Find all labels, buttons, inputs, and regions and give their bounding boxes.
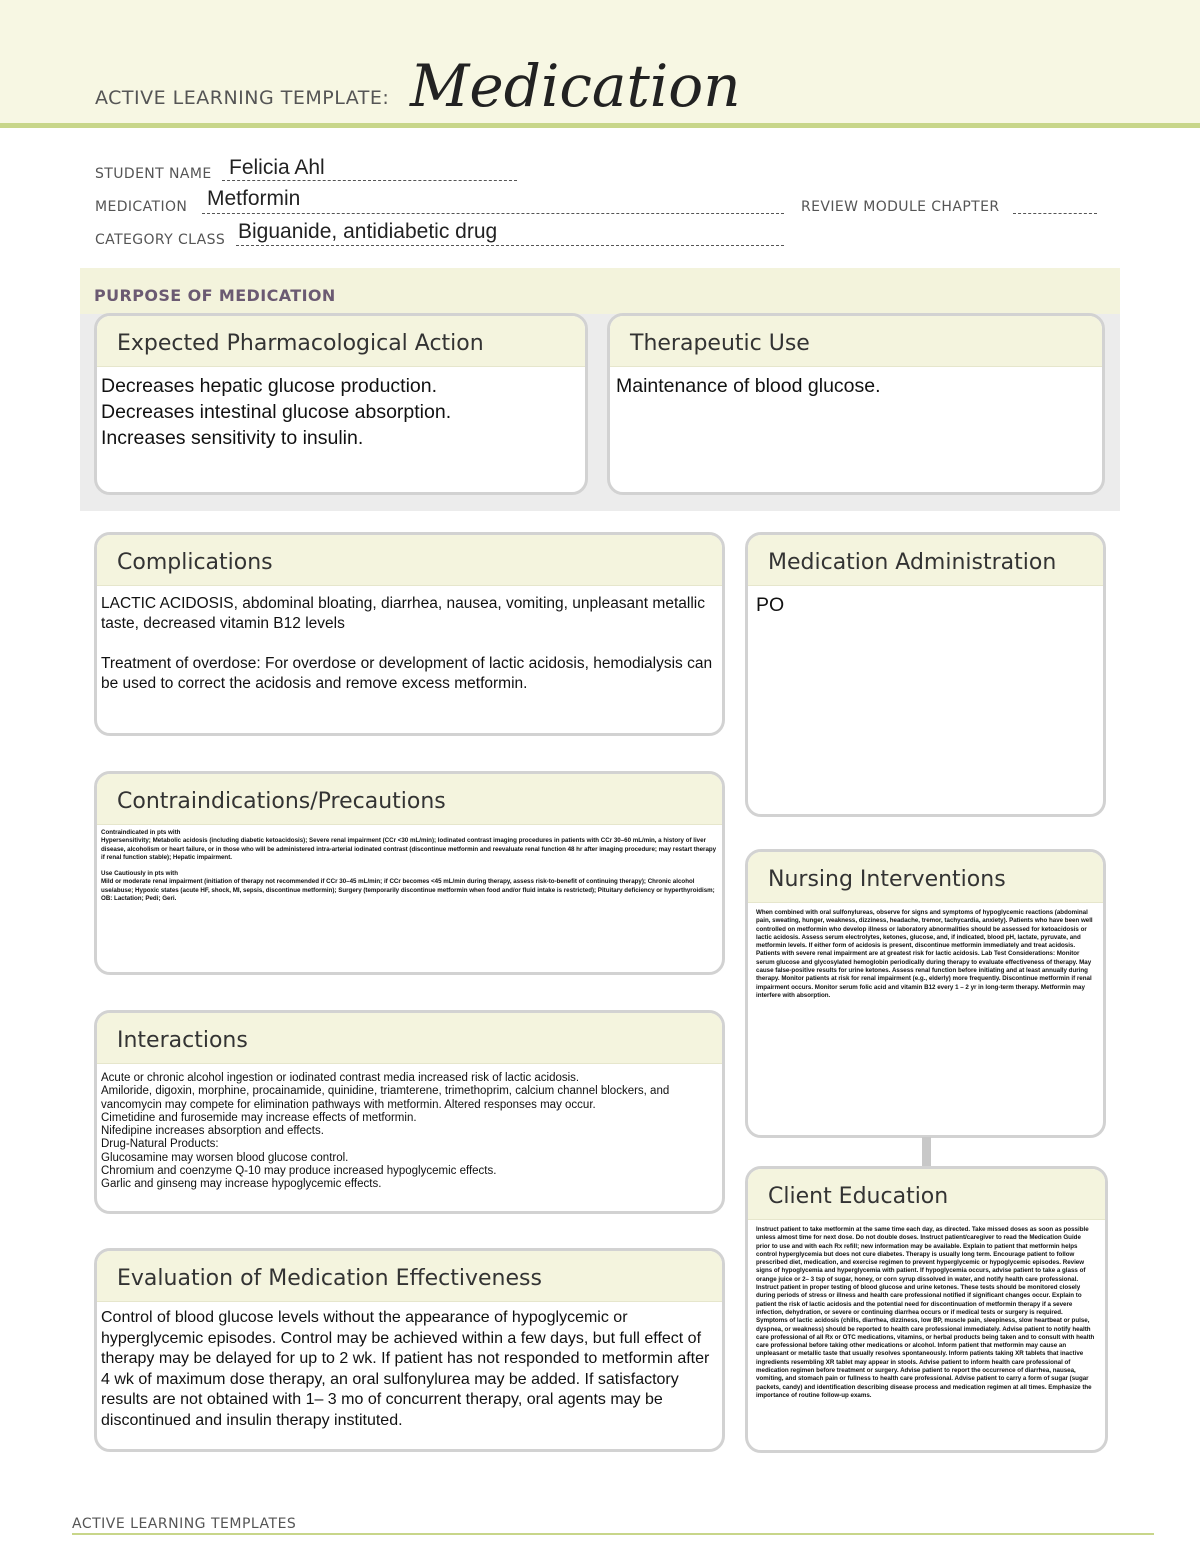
expected-action-box [94,313,588,495]
administration-content[interactable]: PO [756,594,785,616]
purpose-header [80,268,1120,314]
evaluation-box [94,1248,725,1452]
category-class-line [236,245,784,246]
interaction-line: Cimetidine and furosemide may increase effects of metformin. [101,1111,417,1124]
interaction-line: Amiloride, digoxin, morphine, procainamide, quinidine, triamterene, trimethoprim, calcium channel blockers, and vancomycin may compete for elimination pathways with metformin. Altered responses may occur. [101,1085,670,1111]
contraindicated-text: Hypersensitivity; Metabolic acidosis (including diabetic ketoacidosis); Severe renal impairment (CCr <30 mL/min); Iodinated contrast imaging procedures in patients with CCr 30–60 mL/min, a history of liver disease, alcoholism or heart failure, or in those who will be administered intra-arterial iodinated contrast (discontinue metformin and reevaluate renal function 48 hr after imaging procedure; may restart therapy if renal function stable); Hepatic impairment. [101,837,717,861]
interaction-line: Garlic and ginseng may increase hypoglycemic effects. [101,1178,382,1191]
administration-title: Medication Administration [768,550,1057,575]
contraindications-title: Contraindications/Precautions [117,789,446,814]
review-module-label: REVIEW MODULE CHAPTER [801,199,1000,215]
therapeutic-use-box [607,313,1105,495]
expected-action-header [97,316,585,367]
interactions-content[interactable] [97,1064,722,1192]
therapeutic-use-title: Therapeutic Use [630,331,810,356]
administration-box [745,532,1106,817]
therapeutic-use-content[interactable]: Maintenance of blood glucose. [616,375,881,397]
category-class-field[interactable]: Biguanide, antidiabetic drug [238,220,498,243]
expected-action-line: Increases sensitivity to insulin. [101,427,364,449]
footer-divider [72,1533,1154,1535]
evaluation-title: Evaluation of Medication Effectiveness [117,1266,542,1291]
contraindications-box [94,771,725,975]
template-label: ACTIVE LEARNING TEMPLATE: [95,87,390,109]
client-education-box [745,1166,1108,1453]
interactions-header [97,1013,722,1064]
medication-label: MEDICATION [95,199,188,215]
student-name-line [222,180,517,181]
therapeutic-use-header [610,316,1102,367]
caution-heading: Use Cautiously in pts with [101,870,179,878]
complications-text: LACTIC ACIDOSIS, abdominal bloating, diarrhea, nausea, vomiting, unpleasant metallic taste, decreased vitamin B12 levels [101,595,705,632]
footer-label: ACTIVE LEARNING TEMPLATES [72,1516,297,1532]
expected-action-line: Decreases hepatic glucose production. [101,375,438,397]
expected-action-content[interactable] [97,367,585,451]
purpose-label: PURPOSE OF MEDICATION [94,286,336,305]
expected-action-line: Decreases intestinal glucose absorption. [101,401,452,423]
interaction-line: Nifedipine increases absorption and effects. [101,1125,324,1138]
interactions-box [94,1010,725,1214]
student-name-field[interactable]: Felicia Ahl [229,156,325,179]
expected-action-title: Expected Pharmacological Action [117,331,484,356]
interaction-line: Acute or chronic alcohol ingestion or iodinated contrast media increased risk of lactic acidosis. [101,1072,580,1084]
interaction-line: Drug-Natural Products: [101,1138,219,1151]
category-class-label: CATEGORY CLASS [95,232,226,248]
administration-header [748,535,1103,586]
contraindications-content[interactable] [97,825,722,903]
medication-line [202,213,784,214]
page-title: Medication [410,52,741,120]
review-module-field[interactable] [1013,213,1097,214]
nursing-interventions-header [748,852,1103,903]
nursing-interventions-content[interactable]: When combined with oral sulfonylureas, observe for signs and symptoms of hypoglycemic reactions (abdominal pain, sweating, hunger, weakness, dizziness, headache, tremor, tachycardia, anxiety). Patients who have been well controlled on metformin who develop illness or laboratory abnormalities should be assessed for ketoacidosis or lactic acidosis. Assess serum electrolytes, ketones, glucose, and, if indicated, blood pH, lactate, pyruvate, and metformin levels. If either form of acidosis is present, discontinue metformin immediately and treat acidosis. Patients with severe renal impairment are at greatest risk for lactic acidosis. Lab Test Considerations: Monitor serum glucose and glycosylated hemoglobin periodically during therapy to evaluate effectiveness of therapy. May cause false-positive results for urine ketones. Assess renal function before initiating and at least annually during therapy. Monitor patients at risk for renal impairment (e.g., elderly) more frequently. Discontinue metformin if renal impairment occurs. Monitor serum folic acid and vitamin B12 every 1 – 2 yr in long-term therapy. Metformin may interfere with absorption. [756,909,1093,999]
evaluation-header [97,1251,722,1302]
section-connector [922,1137,931,1169]
evaluation-content[interactable]: Control of blood glucose levels without the appearance of hypoglycemic or hyperglycemic episodes. Control may be achieved within a few days, but full effect of therapy may be delayed for up to 2 wk. If patient has not responded to metformin after 4 wk of maximum dose therapy, an oral sulfonylurea may be added. If satisfactory results are not obtained with 1– 3 mo of concurrent therapy, oral agents may be discontinued and insulin therapy instituted. [101,1309,710,1429]
interaction-line: Chromium and coenzyme Q-10 may produce increased hypoglycemic effects. [101,1165,497,1178]
complications-title: Complications [117,550,273,575]
client-education-content[interactable]: Instruct patient to take metformin at the same time each day, as directed. Take missed doses as soon as possible unless almost time for next dose. Do not double doses. Instruct patient/caregiver to read the Medication Guide prior to use and with each Rx refill; new information may be available. Explain to patient that metformin helps control hyperglycemia but does not cure diabetes. Therapy is usually long term. Encourage patient to follow prescribed diet, medication, and exercise regimen to prevent hyperglycemic or hypoglycemic episodes. Review signs of hypoglycemia and hyperglycemia with patient. If hypoglycemia occurs, advise patient to take a glass of orange juice or 2– 3 tsp of sugar, honey, or corn syrup dissolved in water, and notify health care professional. Instruct patient in proper testing of blood glucose and urine ketones. These tests should be monitored closely during periods of stress or illness and health care professional notified if significant changes occur. Explain to patient the risk of lactic acidosis and the potential need for discontinuation of metformin therapy if a severe infection, dehydration, or severe or continuing diarrhea occurs or if medical tests or surgery is required. Symptoms of lactic acidosis (chills, diarrhea, dizziness, low BP, muscle pain, sleepiness, slow heartbeat or pulse, dyspnea, or weakness) should be reported to health care professional immediately. Advise patient to notify health care professional of all Rx or OTC medications, vitamins, or herbal products being taken and to consult with health care professional before taking other medications or alcohol. Inform patient that metformin may cause an unpleasant or metallic taste that usually resolves spontaneously. Inform patients taking XR tablets that inactive ingredients resembling XR tablet may appear in stools. Advise patient to inform health care professional of medication regimen before treatment or surgery. Advise patient to report the occurrence of diarrhea, nausea, vomiting, and stomach pain or fullness to health care professional. Advise patient to carry a form of sugar (sugar packets, candy) and identification describing disease process and medication regimen at all times. Emphasize the importance of routine follow-up exams. [756,1226,1095,1399]
interaction-line: Glucosamine may worsen blood glucose control. [101,1151,349,1164]
client-education-title: Client Education [768,1184,949,1209]
nursing-interventions-box [745,849,1106,1138]
contraindicated-heading: Contraindicated in pts with [101,829,181,836]
contraindications-header [97,774,722,825]
header-band [0,0,1200,128]
nursing-interventions-title: Nursing Interventions [768,867,1006,892]
complications-header [97,535,722,586]
overdose-treatment-text: Treatment of overdose: For overdose or development of lactic acidosis, hemodialysis can be used to correct the acidosis and remove excess metformin. [101,655,713,692]
interactions-title: Interactions [117,1028,248,1053]
complications-content[interactable] [97,586,722,694]
student-name-label: STUDENT NAME [95,166,212,182]
caution-text: Mild or moderate renal impairment (initiation of therapy not recommended if CCr 30–45 mL/min; if CCr becomes <45 mL/min during therapy, assess risk-to-benefit of continuing therapy); Chronic alcohol use/abuse; Hypoxic states (acute HF, shock, MI, sepsis, discontinue metformin); Surgery (temporarily discontinue metformin when food and/or fluid intake is restricted); Pituitary deficiency or hyperthyroidism; OB: Lactation; Pedi; Geri. [101,878,715,903]
client-education-header [748,1169,1105,1220]
complications-box [94,532,725,736]
medication-field[interactable]: Metformin [207,187,301,210]
